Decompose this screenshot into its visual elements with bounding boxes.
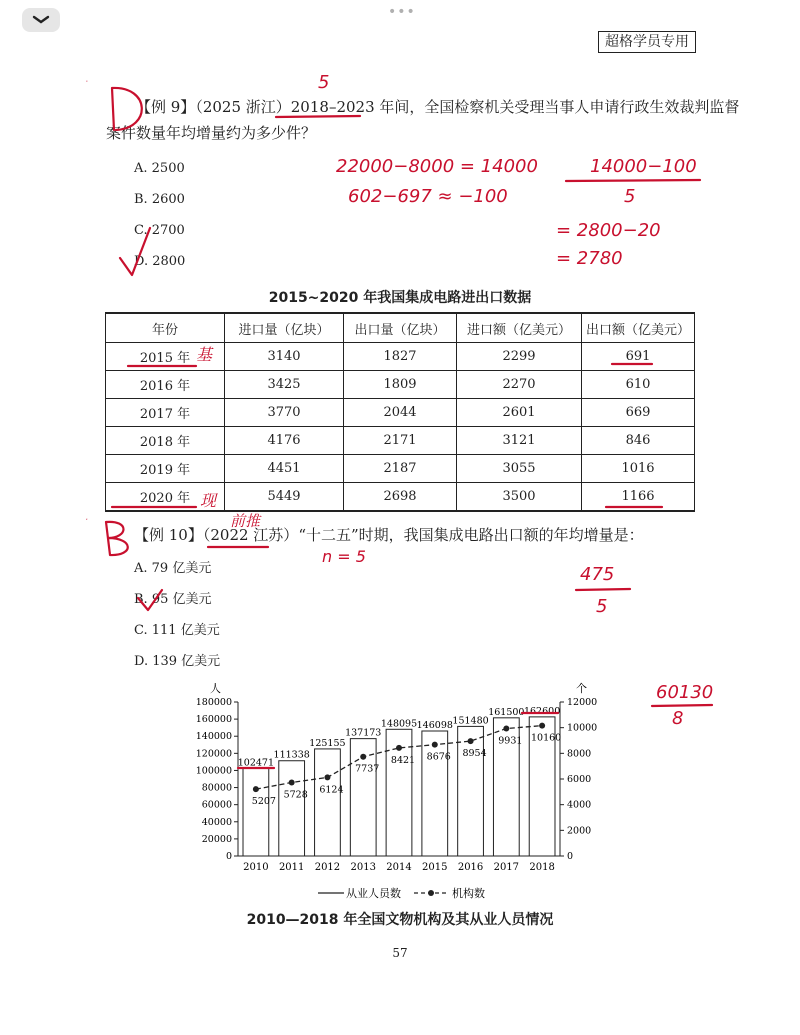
fraction-bar [566, 180, 700, 181]
x-tick-label: 2014 [386, 862, 412, 873]
left-tick-label: 60000 [201, 799, 232, 811]
q9-source: （2025 浙江） [195, 98, 291, 116]
line-value-label: 5207 [251, 796, 276, 808]
q9-option-a[interactable]: A. 2500 [134, 161, 185, 176]
table-cell: 846 [582, 427, 695, 455]
x-tick-label: 2011 [278, 862, 305, 873]
q9-line2: 案件数量年均增量约为多少件？ [106, 124, 317, 142]
table-cell: 1827 [344, 343, 457, 371]
base-note: 基 [196, 345, 213, 364]
line-value-label: 8676 [426, 751, 451, 763]
q9-option-b[interactable]: B. 2600 [134, 192, 185, 207]
x-tick-label: 2016 [457, 862, 484, 873]
answer-mark-d [112, 88, 142, 130]
q10-tag: 【例 10】 [134, 526, 203, 544]
table-cell: 3425 [225, 371, 344, 399]
q10-answer-text: B [86, 519, 88, 521]
bar-value-label: 161500 [488, 706, 525, 718]
chart-caption: 2010—2018 年全国文物机构及其从业人员情况 [246, 912, 554, 928]
q9-answer-text: D [86, 81, 88, 83]
q10-option-c[interactable]: C. 111 亿美元 [134, 623, 220, 638]
table-cell: 691 [582, 343, 695, 371]
bar-value-label: 111338 [273, 749, 310, 761]
n-equals-note: n = 5 [322, 547, 366, 566]
q10-text: “十二五”时期，我国集成电路出口额的年均增量是： [298, 526, 644, 544]
table-cell: 3500 [457, 483, 582, 512]
table-cell: 2020 年 [106, 483, 225, 512]
table-header: 进口量（亿块） [225, 313, 344, 343]
right-tick-label: 12000 [567, 697, 598, 708]
q10-source: （2022 江苏） [202, 526, 299, 544]
q9-text: 年间，全国检察机关受理当事人申请行政生效裁判监督 [374, 98, 740, 116]
x-tick-label: 2012 [314, 862, 341, 873]
left-tick-label: 160000 [195, 714, 232, 726]
table-cell: 2018 年 [106, 427, 225, 455]
right-tick-label: 8000 [567, 748, 592, 760]
bar-value-label: 148095 [380, 718, 418, 730]
x-tick-label: 2018 [529, 862, 555, 873]
table-header: 出口额（亿美元） [582, 313, 695, 343]
x-tick-label: 2015 [422, 862, 448, 873]
right-tick-label: 0 [567, 851, 574, 862]
x-tick-label: 2010 [243, 862, 269, 873]
left-tick-label: 180000 [195, 697, 232, 708]
line-value-label: 5728 [283, 789, 308, 801]
table-cell: 3140 [225, 343, 344, 371]
bar-value-label: 146098 [416, 720, 453, 732]
bar-value-label: 137173 [345, 727, 382, 739]
chart-fraction-den: 8 [672, 708, 684, 729]
left-tick-label: 100000 [195, 765, 232, 777]
answer-mark-b [106, 522, 128, 555]
q9-period: 2018–2023 [290, 98, 375, 116]
table-header: 进口额（亿美元） [457, 313, 582, 343]
table-cell: 1166 [582, 483, 695, 512]
table-cell: 3121 [457, 427, 582, 455]
left-tick-label: 0 [225, 851, 232, 862]
left-tick-label: 40000 [201, 816, 232, 828]
topbar-dots[interactable]: ••• [388, 4, 416, 20]
q10-option-a[interactable]: A. 79 亿美元 [134, 561, 212, 576]
table-cell: 3055 [457, 455, 582, 483]
x-tick-label: 2013 [350, 862, 376, 873]
table-cell: 2171 [344, 427, 457, 455]
table-cell: 2270 [457, 371, 582, 399]
fraction-denominator: 5 [624, 186, 636, 207]
right-tick-label: 4000 [567, 799, 592, 811]
q10-fraction-num: 475 [580, 564, 615, 585]
left-tick-label: 120000 [195, 748, 232, 760]
q9-option-d[interactable]: D. 2800 [134, 254, 186, 269]
left-tick-label: 20000 [201, 833, 232, 845]
right-tick-label: 6000 [567, 774, 592, 785]
result-line-1: = 2800−20 [556, 220, 661, 241]
right-tick-label: 2000 [567, 825, 592, 837]
table-cell: 1809 [344, 371, 457, 399]
table-cell: 2017 年 [106, 399, 225, 427]
table-cell: 2016 年 [106, 371, 225, 399]
table-cell: 2601 [457, 399, 582, 427]
table-cell: 2044 [344, 399, 457, 427]
q9-tag: 【例 9】 [136, 98, 196, 116]
bar-value-label: 102471 [237, 757, 275, 769]
member-badge: 超格学员专用 [598, 31, 696, 53]
table-header: 年份 [106, 313, 225, 343]
line-value-label: 8421 [390, 754, 416, 766]
q10-fraction-bar [576, 589, 630, 590]
line-value-label: 10160 [530, 732, 562, 744]
q9-years-note: 5 [318, 72, 330, 93]
table-cell: 4176 [225, 427, 344, 455]
bar-value-label: 125155 [309, 737, 346, 749]
line-value-label: 9931 [498, 735, 523, 747]
table-title: 2015~2020 年我国集成电路进出口数据 [268, 290, 532, 306]
left-tick-label: 80000 [201, 782, 232, 794]
table-cell: 4451 [225, 455, 344, 483]
table-cell: 5449 [225, 483, 344, 512]
result-line-2: = 2780 [556, 248, 623, 269]
current-note: 现 [200, 491, 217, 510]
q10-checkmark [138, 590, 162, 610]
legend-label-institutions: 机构数 [452, 887, 485, 900]
calc-line-2: 602−697 ≈ −100 [348, 186, 508, 207]
bar-value-label: 151480 [452, 715, 489, 727]
pre-push-note: 前推 [230, 512, 261, 530]
table-cell: 1016 [582, 455, 695, 483]
page-number: 57 [392, 946, 408, 960]
table-cell: 2015 年 [106, 343, 225, 371]
left-axis-unit: 人 [210, 682, 221, 695]
table-cell: 2299 [457, 343, 582, 371]
table-cell: 2019 年 [106, 455, 225, 483]
q9-option-c[interactable]: C. 2700 [134, 223, 185, 238]
calc-line-1: 22000−8000 = 14000 [336, 156, 538, 177]
fraction-numerator: 14000−100 [590, 156, 697, 177]
q10-option-b[interactable]: B. 95 亿美元 [134, 592, 212, 607]
table-cell: 669 [582, 399, 695, 427]
legend-label-staff: 从业人员数 [346, 887, 401, 900]
q9-checkmark [120, 228, 150, 275]
table-cell: 2187 [344, 455, 457, 483]
line-value-label: 7737 [355, 763, 380, 775]
table-cell: 2698 [344, 483, 457, 512]
right-tick-label: 10000 [567, 722, 598, 734]
right-axis-unit: 个 [576, 682, 587, 695]
chart-fraction-bar [652, 705, 712, 706]
left-tick-label: 140000 [195, 731, 232, 743]
table-cell: 610 [582, 371, 695, 399]
line-value-label: 6124 [319, 784, 344, 796]
q10-fraction-den: 5 [596, 596, 608, 617]
line-value-label: 8954 [462, 748, 487, 760]
x-tick-label: 2017 [493, 862, 520, 873]
table-header: 出口量（亿块） [344, 313, 457, 343]
q9-period-underline [276, 116, 360, 117]
chart-fraction-num: 60130 [656, 682, 714, 703]
bar-value-label: 162600 [523, 705, 561, 717]
q10-option-d[interactable]: D. 139 亿美元 [134, 654, 221, 669]
table-cell: 3770 [225, 399, 344, 427]
